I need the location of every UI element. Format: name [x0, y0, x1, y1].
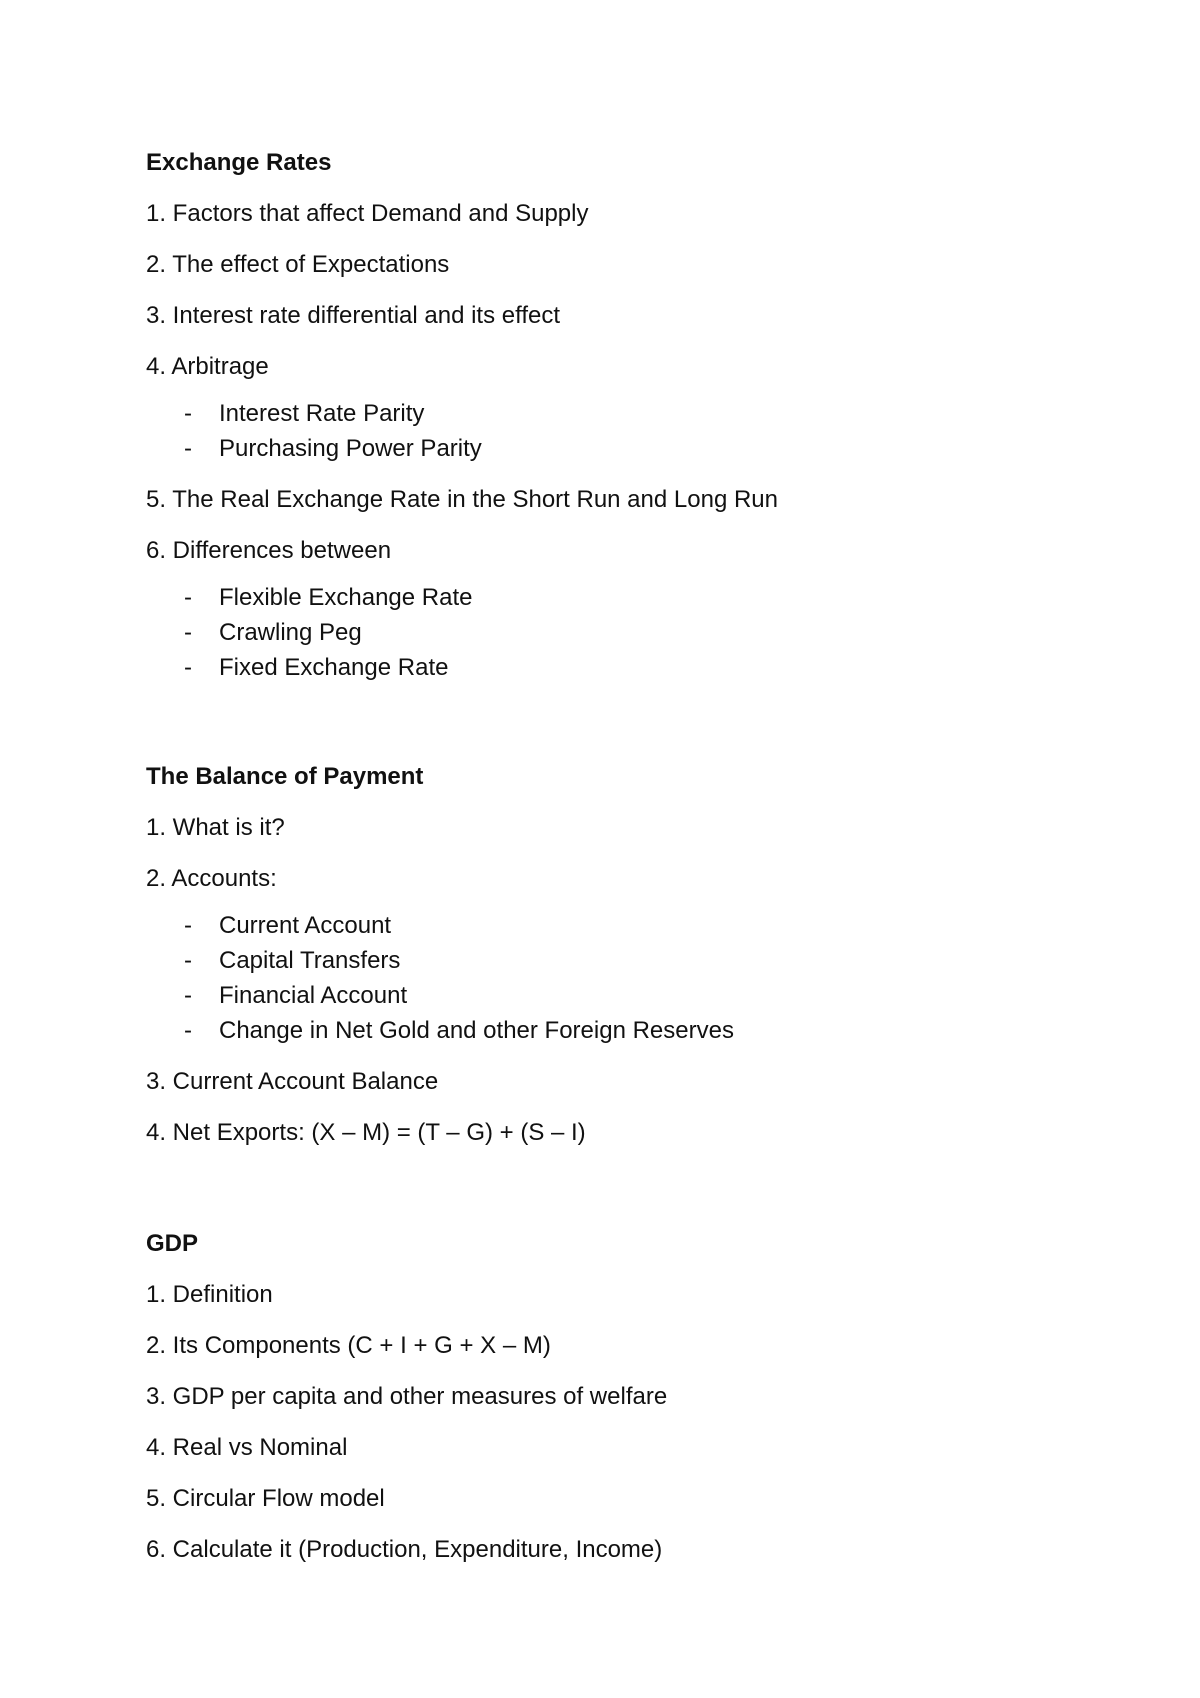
- list-item: 1. What is it?: [146, 814, 285, 841]
- list-item: 3. Interest rate differential and its effect: [146, 302, 561, 329]
- dash-bullet: -: [184, 619, 192, 646]
- section-gdp: [146, 1229, 1126, 1586]
- list-item: 2. The effect of Expectations: [146, 251, 450, 278]
- sublist-item-text: Fixed Exchange Rate: [219, 654, 449, 681]
- sublist-item-text: Flexible Exchange Rate: [219, 584, 473, 611]
- list-item: 4. Arbitrage: [146, 353, 269, 380]
- list-item: 3. GDP per capita and other measures of welfare: [146, 1383, 668, 1410]
- sublist-item-text: Change in Net Gold and other Foreign Reserves: [219, 1017, 734, 1044]
- sublist-item-text: Current Account: [219, 912, 392, 939]
- list-item: 2. Accounts:: [146, 865, 277, 892]
- list-item: 2. Its Components (C + I + G + X – M): [146, 1332, 551, 1359]
- sublist-item: [146, 653, 1126, 683]
- sublist-item-text: Purchasing Power Parity: [219, 435, 482, 462]
- sublist-item: [146, 981, 1126, 1011]
- list-item: 5. The Real Exchange Rate in the Short Run and Long Run: [146, 486, 778, 513]
- dash-bullet: -: [184, 435, 192, 462]
- dash-bullet: -: [184, 400, 192, 427]
- dash-bullet: -: [184, 982, 192, 1009]
- sublist-item-text: Financial Account: [219, 982, 408, 1009]
- sublist-item-text: Capital Transfers: [219, 947, 401, 974]
- list-item: 6. Calculate it (Production, Expenditure, Income): [146, 1536, 663, 1563]
- sublist-item: [146, 618, 1126, 648]
- sublist-item: [146, 583, 1126, 613]
- dash-bullet: -: [184, 654, 192, 681]
- list-item: 5. Circular Flow model: [146, 1485, 385, 1512]
- sublist-item: [146, 399, 1126, 429]
- sublist-item: [146, 946, 1126, 976]
- sublist-item-text: Interest Rate Parity: [219, 400, 425, 427]
- dash-bullet: -: [184, 947, 192, 974]
- sublist-item: [146, 911, 1126, 941]
- list-item: 6. Differences between: [146, 537, 392, 564]
- section-heading: Exchange Rates: [146, 149, 332, 176]
- list-item: 1. Factors that affect Demand and Supply: [146, 200, 589, 227]
- dash-bullet: -: [184, 1017, 192, 1044]
- dash-bullet: -: [184, 912, 192, 939]
- sublist-item: [146, 1016, 1126, 1046]
- section-balance-of-payment: [146, 762, 1126, 1169]
- dash-bullet: -: [184, 584, 192, 611]
- list-item: 1. Definition: [146, 1281, 273, 1308]
- section-heading: The Balance of Payment: [146, 763, 424, 790]
- sublist-differences: [146, 583, 1126, 683]
- section-exchange-rates: [146, 148, 1126, 704]
- sublist-item-text: Crawling Peg: [219, 619, 362, 646]
- list-item: 4. Real vs Nominal: [146, 1434, 348, 1461]
- sublist-arbitrage: [146, 399, 1126, 464]
- list-item: 3. Current Account Balance: [146, 1068, 439, 1095]
- section-heading: GDP: [146, 1230, 199, 1257]
- list-item: 4. Net Exports: (X – M) = (T – G) + (S – I): [146, 1119, 586, 1146]
- sublist-item: [146, 434, 1126, 464]
- sublist-accounts: [146, 911, 1126, 1046]
